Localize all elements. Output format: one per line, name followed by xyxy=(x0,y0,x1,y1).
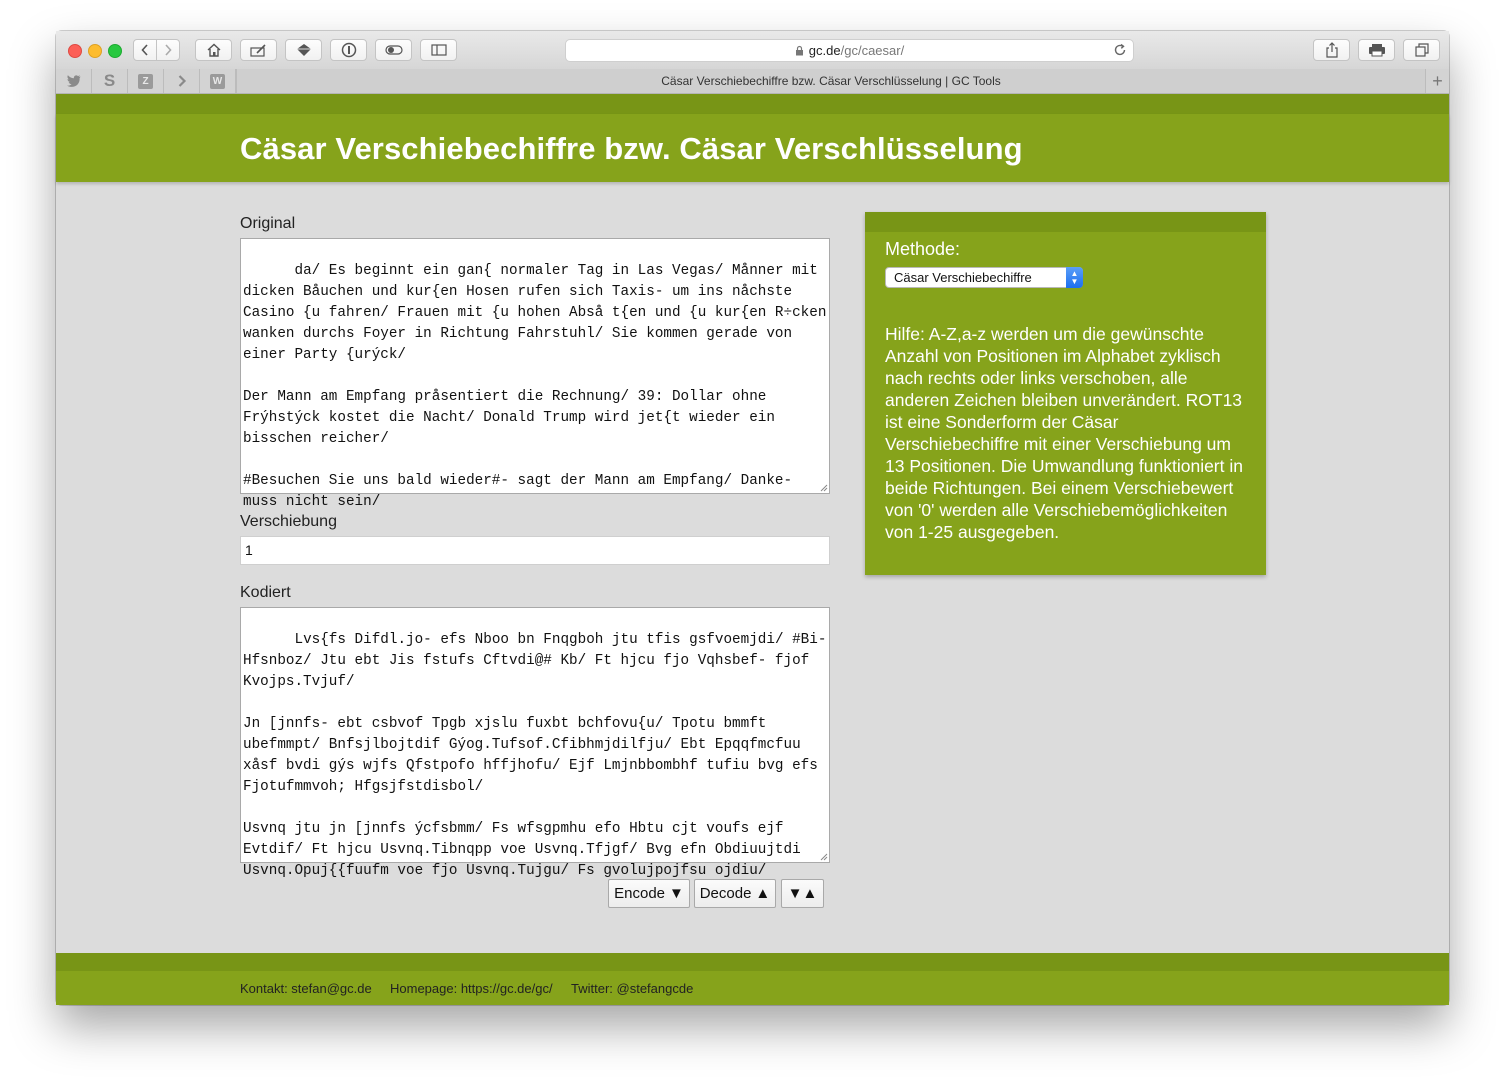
footer-twitter[interactable]: Twitter: @stefangcde xyxy=(571,981,694,996)
bookmark-z[interactable] xyxy=(128,69,164,93)
home-button[interactable] xyxy=(195,39,232,61)
encode-decode-both-button[interactable] xyxy=(781,879,824,908)
tab-bar xyxy=(56,69,1449,94)
resize-handle-icon[interactable] xyxy=(820,484,828,492)
reload-icon[interactable] xyxy=(1113,43,1127,57)
password-icon xyxy=(341,42,357,58)
zoom-window-button[interactable] xyxy=(108,44,122,58)
chevron-right-icon xyxy=(164,44,172,56)
header-top-strip xyxy=(56,94,1449,114)
back-button[interactable] xyxy=(133,39,157,61)
page-header xyxy=(56,114,1449,182)
help-text: Hilfe: A-Z,a-z werden um die gewünschte Anzahl von Positionen im Alphabet zyklisch nach rechts oder links verschoben, alle anderen Zeichen bleiben unverändert. ROT13 ist eine Sonderform der Cäsar Verschiebechiffre mit einer Verschiebung um 13 Positionen. Die Umwandlung funktioniert in beide Richtungen. Bei einem Verschiebewert von '0' werden alle Verschiebemöglichkeiten von 1-25 ausgegeben. xyxy=(885,324,1243,542)
method-selected: Cäsar Verschiebechiffre xyxy=(894,270,1032,285)
page-content xyxy=(56,94,1449,1005)
plus-icon: + xyxy=(1432,70,1443,91)
sidebar-icon xyxy=(431,44,447,56)
url-path: /gc/caesar/ xyxy=(840,43,905,58)
original-textarea[interactable] xyxy=(240,238,830,510)
bookmark-w[interactable] xyxy=(200,69,236,93)
pocket-icon xyxy=(296,43,312,57)
toggle-button[interactable] xyxy=(375,39,412,61)
s-icon: S xyxy=(103,71,116,90)
share-icon xyxy=(1325,42,1339,58)
shift-value: 1 xyxy=(245,542,253,558)
footer-top-strip xyxy=(56,953,1449,971)
tab-title: Cäsar Verschiebechiffre bzw. Cäsar Verschlüsselung | GC Tools xyxy=(661,74,1001,88)
footer-homepage[interactable]: Homepage: https://gc.de/gc/ xyxy=(390,981,553,996)
tabs-overview-button[interactable] xyxy=(1403,39,1440,61)
original-text: da/ Es beginnt ein gan{ normaler Tag in Las Vegas/ Månner mit dicken Båuchen und kur{en Hosen rufen sich Taxis- um ins nåchste Casino {u fahren/ Frauen mit {u hohen Abså t{en und {u kur{en R÷cken wanken durchs Foyer in Richtung Fahrstuhl/ Sie kommen gerade von einer Party {urýck/ Der Mann am Empfang pråsentiert die Rechnung/ 39: Dollar ohne Frýhstýck kostet die Nacht/ Donald Trump wird jet{t wieder ein bisschen reicher/ #Besuchen Sie uns bald wieder#- sagt der Mann am Empfang/ Danke- muss nicht sein/ xyxy=(243,263,827,510)
address-bar[interactable] xyxy=(565,39,1134,62)
bookmark-twitter[interactable] xyxy=(56,69,92,93)
panel-top-strip xyxy=(865,212,1266,232)
method-label: Methode: xyxy=(885,239,961,259)
encoded-text: Lvs{fs Difdl.jo- efs Nboo bn Fnqgboh jtu tfis gsfvoemjdi/ #Bi- Hfsnboz/ Jtu ebt Jis fstufs Cftvdi@# Kb/ Ft hjcu fjo Vqhsbef- fjof Kvojps.Tvjuf/ Jn [jnnfs- ebt csbvof Tpgb xjslu fuxbt bchfovu{u/ Tpotu bmmft ubefmmpt/ Bnfsjlbojtdif Gýog.Tufsof.Cfibhmjdilfju/ Ebt Epqqfmcfuu xåsf bvdi gýs wjfs Qfstpofo hffjhofu/ Ejf Lmjnbbombhf tufiu bvg efs Fjotufmmvoh; Hfgsjfstdisbol/ Usvnq jtu jn [jnnfs ýcfsbmm/ Fs wfsgpmhu efo Hbtu cjt voufs ejf Evtdif/ Ft hjcu Usvnq.Tibnqpp voe Usvnq.Tfjgf/ Bvg efn Obdiuujtdi Usvnq.Opuj{{fuufm voe fjo Usvnq.Tujgu/ Fs gvolujpojfsu ojdiu/ xyxy=(243,632,827,879)
bookmark-s[interactable] xyxy=(92,69,128,93)
toggle-icon xyxy=(385,45,403,55)
w-icon: W xyxy=(210,74,225,89)
chevron-left-icon xyxy=(141,44,149,56)
footer-contact[interactable]: Kontakt: stefan@gc.de xyxy=(240,981,372,996)
shift-label: Verschiebung xyxy=(240,513,337,530)
arrow-up-icon: ▲ xyxy=(755,885,771,902)
bookmark-arrow[interactable] xyxy=(164,69,200,93)
arrow-down-icon: ▼ xyxy=(669,885,684,902)
z-icon: Z xyxy=(138,74,153,89)
twitter-icon xyxy=(67,75,81,87)
encoded-textarea[interactable] xyxy=(240,607,830,879)
arrow-up-icon: ▲ xyxy=(802,885,818,902)
method-select[interactable] xyxy=(885,267,1083,288)
page-footer xyxy=(56,971,1449,1005)
extension-button[interactable] xyxy=(285,39,322,61)
resize-handle-icon[interactable] xyxy=(820,853,828,861)
shift-input[interactable] xyxy=(240,536,830,565)
method-panel xyxy=(865,212,1266,575)
lock-icon xyxy=(795,45,804,56)
browser-toolbar xyxy=(56,31,1449,70)
pencil-icon xyxy=(250,43,268,57)
new-tab-button[interactable] xyxy=(1425,69,1449,93)
share-button[interactable] xyxy=(1313,39,1350,61)
forward-button[interactable] xyxy=(156,39,180,61)
decode-button[interactable] xyxy=(694,879,776,908)
home-icon xyxy=(206,43,222,57)
print-button[interactable] xyxy=(1358,39,1395,61)
tabs-icon xyxy=(1415,43,1429,57)
active-tab[interactable] xyxy=(236,69,1425,93)
select-stepper-icon: ▲ ▼ xyxy=(1066,267,1083,288)
url-host: gc.de xyxy=(808,43,841,58)
edit-button[interactable] xyxy=(240,39,277,61)
onepassword-button[interactable] xyxy=(330,39,367,61)
minimize-window-button[interactable] xyxy=(88,44,102,58)
encode-button[interactable] xyxy=(608,879,690,908)
favorites-bar xyxy=(56,69,236,93)
encoded-label: Kodiert xyxy=(240,584,291,601)
page-title: Cäsar Verschiebechiffre bzw. Cäsar Verschlüsselung xyxy=(240,131,1023,166)
decode-button-label: Decode xyxy=(699,885,752,902)
chevron-right-icon xyxy=(178,75,186,87)
close-window-button[interactable] xyxy=(68,44,82,58)
original-label: Original xyxy=(240,215,296,232)
encode-button-label: Encode xyxy=(614,885,665,902)
sidebar-button[interactable] xyxy=(420,39,457,61)
browser-window xyxy=(56,31,1449,1005)
printer-icon xyxy=(1368,43,1386,57)
arrow-down-icon: ▼ xyxy=(787,885,803,902)
